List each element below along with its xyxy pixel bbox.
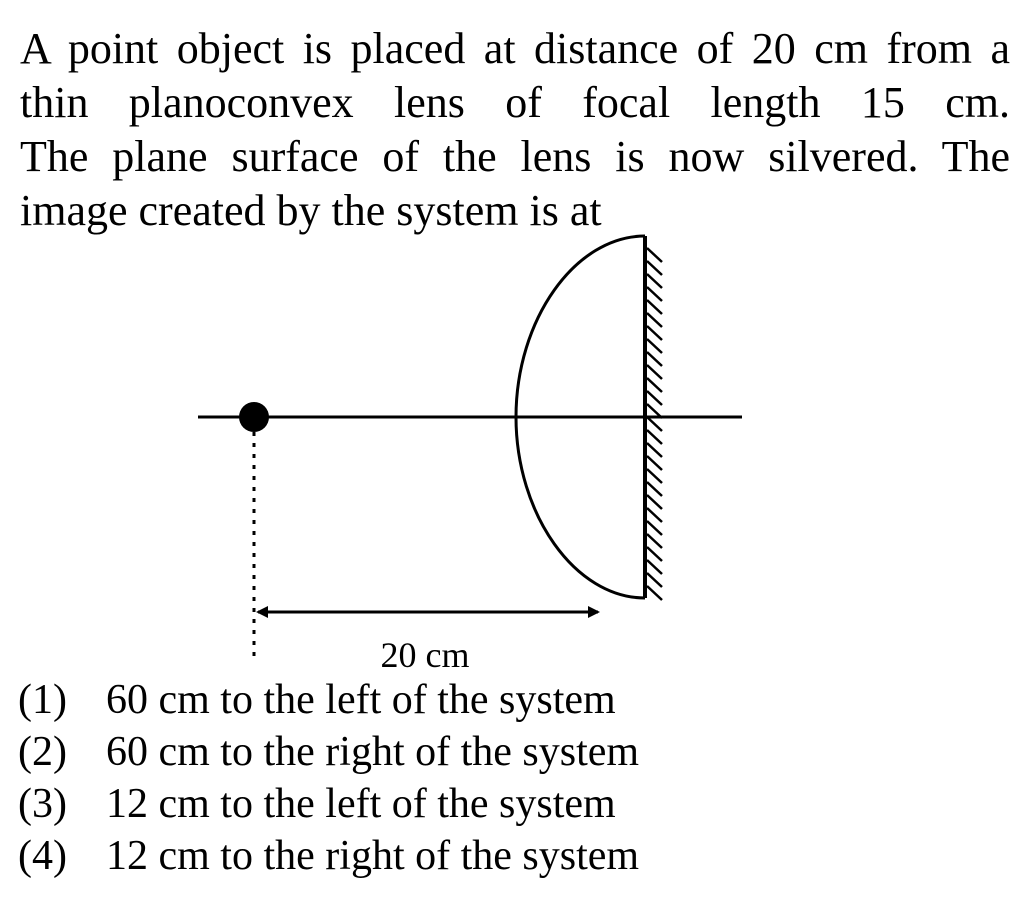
hatch-mark (647, 378, 662, 392)
option-number: (2) (18, 729, 67, 775)
option-number: (4) (18, 833, 67, 879)
option-2[interactable] (18, 726, 639, 778)
hatch-mark (647, 248, 662, 262)
hatch-mark (647, 573, 662, 587)
hatch-mark (647, 326, 662, 340)
hatch-mark (647, 313, 662, 327)
hatch-mark (647, 534, 662, 548)
hatch-mark (647, 352, 662, 366)
silvering-hatch (647, 248, 662, 600)
hatch-mark (647, 560, 662, 574)
hatch-mark (647, 430, 662, 444)
hatch-mark (647, 547, 662, 561)
hatch-mark (647, 508, 662, 522)
question-line-3: The plane surface of the lens is now silvered. The (20, 132, 1010, 181)
option-4[interactable] (18, 830, 639, 882)
option-number: (1) (18, 677, 67, 723)
point-object (239, 402, 269, 432)
hatch-mark (647, 300, 662, 314)
option-text: 60 cm to the left of the system (106, 677, 616, 723)
option-text: 12 cm to the right of the system (106, 833, 640, 879)
hatch-mark (647, 521, 662, 535)
hatch-mark (647, 339, 662, 353)
option-1[interactable] (18, 674, 639, 726)
answer-options (18, 674, 639, 882)
hatch-mark (647, 391, 662, 405)
option-3[interactable] (18, 778, 639, 830)
hatch-mark (647, 456, 662, 470)
hatch-mark (647, 274, 662, 288)
hatch-mark (647, 586, 662, 600)
option-text: 12 cm to the left of the system (106, 781, 616, 827)
hatch-mark (647, 261, 662, 275)
hatch-mark (647, 287, 662, 301)
distance-label: 20 cm (380, 635, 470, 675)
question-line-1: A point object is placed at distance of 20 cm from a (20, 24, 1010, 73)
hatch-mark (647, 443, 662, 457)
question-line-4: image created by the system is at (20, 186, 602, 235)
option-number: (3) (18, 781, 67, 827)
hatch-mark (647, 482, 662, 496)
option-text: 60 cm to the right of the system (106, 729, 640, 775)
hatch-mark (647, 365, 662, 379)
hatch-mark (647, 495, 662, 509)
question-line-2: thin planoconvex lens of focal length 15 cm. (20, 78, 1010, 127)
hatch-mark (647, 469, 662, 483)
hatch-mark (647, 417, 662, 431)
